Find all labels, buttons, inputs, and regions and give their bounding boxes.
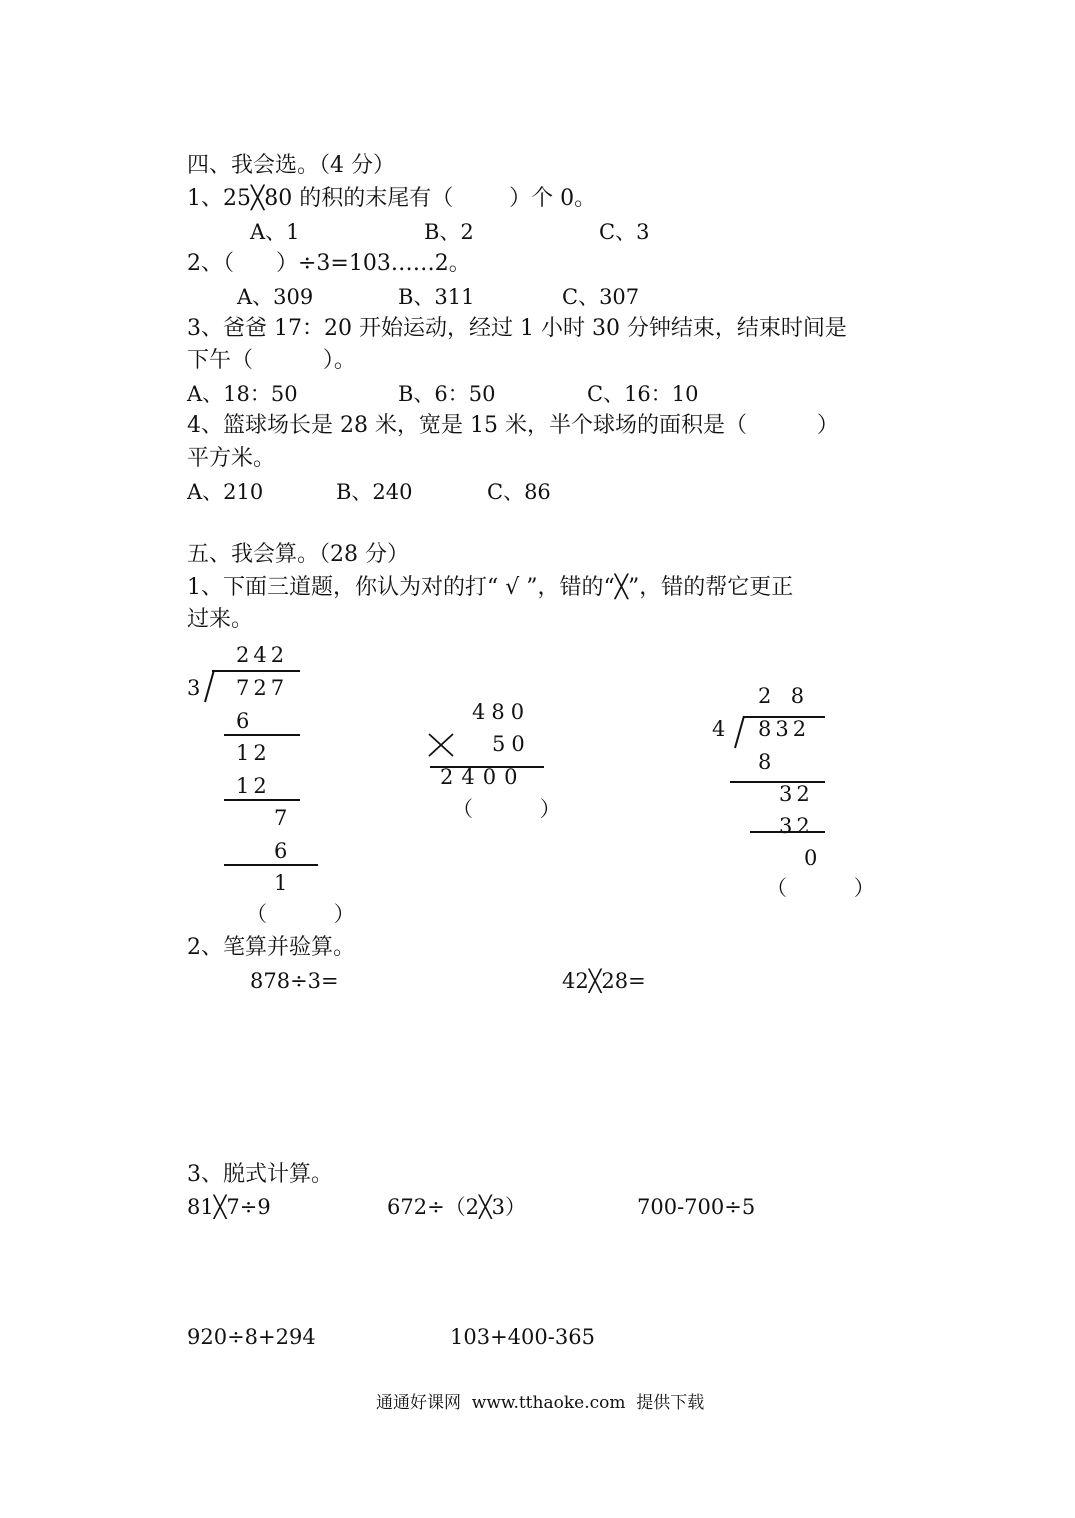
q4-text-line1: 4、篮球场长是 28 米，宽是 15 米，半个球场的面积是（ ） <box>187 413 839 438</box>
div2-line2 <box>750 831 825 833</box>
q3-option-b: B、6：50 <box>398 382 496 406</box>
q3-option-c: C、16：10 <box>587 382 699 406</box>
s5-q1-text-line2: 过来。 <box>187 607 254 632</box>
s5-q3-title: 3、脱式计算。 <box>187 1162 333 1187</box>
div1-bracket <box>203 669 217 703</box>
mul-bottom: 50 <box>492 732 531 756</box>
div1-line2 <box>224 799 300 801</box>
div2-row3: 32 <box>779 814 814 838</box>
q1-text: 1、25╳80 的积的末尾有（ ）个 0。 <box>187 186 597 211</box>
footer-note: 通通好课网 www.tthaoke.com 提供下载 <box>376 1393 705 1413</box>
div2-bracket <box>733 715 747 749</box>
s5-q3-expr-3: 700-700÷5 <box>637 1195 756 1219</box>
div1-line3 <box>224 864 318 866</box>
div1-row1: 6 <box>236 709 254 733</box>
div2-row4: 0 <box>804 846 822 870</box>
multiply-sign-icon <box>428 733 454 757</box>
q2-option-a: A、309 <box>237 285 314 309</box>
q3-text-line1: 3、爸爸 17：20 开始运动，经过 1 小时 30 分钟结束，结束时间是 <box>187 316 847 341</box>
q4-text-line2: 平方米。 <box>187 446 276 471</box>
div2-divisor: 4 <box>712 717 730 741</box>
div2-row1: 8 <box>758 750 776 774</box>
div1-dividend: 727 <box>236 676 289 700</box>
q3-option-a: A、18：50 <box>187 382 298 406</box>
div1-quotient: 242 <box>236 643 289 667</box>
s5-q3-expr-5: 103+400-365 <box>450 1325 595 1349</box>
s5-q2-expr-1: 878÷3= <box>250 969 339 993</box>
q3-text-line2: 下午（ ）。 <box>187 348 356 373</box>
div1-line1 <box>224 734 300 736</box>
mul-top: 480 <box>472 700 531 724</box>
s5-q2-title: 2、笔算并验算。 <box>187 935 355 960</box>
q2-option-c: C、307 <box>562 285 640 309</box>
q1-option-b: B、2 <box>424 220 474 244</box>
q4-option-c: C、86 <box>487 480 551 504</box>
q2-option-b: B、311 <box>398 285 475 309</box>
q1-option-a: A、1 <box>250 220 300 244</box>
s5-q2-expr-2: 42╳28= <box>562 969 646 993</box>
mul-answer-paren: （ ） <box>452 797 561 821</box>
div2-quotient: 2 8 <box>758 684 807 708</box>
div1-row3: 12 <box>236 774 271 798</box>
q4-option-a: A、210 <box>187 480 264 504</box>
div1-row5: 6 <box>274 839 292 863</box>
q4-option-b: B、240 <box>336 480 413 504</box>
s5-q1-text-line1: 1、下面三道题，你认为对的打“ √ ”，错的“╳”，错的帮它更正 <box>187 575 794 600</box>
s5-q3-expr-2: 672÷（2╳3） <box>387 1195 527 1219</box>
mul-result: 2400 <box>440 765 526 789</box>
div1-row2: 12 <box>236 741 271 765</box>
s5-q3-expr-1: 81╳7÷9 <box>187 1195 271 1219</box>
div1-row4: 7 <box>274 806 292 830</box>
div2-row2: 32 <box>779 782 814 806</box>
div2-answer-paren: （ ） <box>766 876 875 900</box>
div1-bar <box>212 670 300 672</box>
div1-answer-paren: （ ） <box>246 902 355 926</box>
div2-dividend: 832 <box>758 717 811 741</box>
div1-divisor: 3 <box>187 676 205 700</box>
section-5-heading: 五、我会算。（28 分） <box>187 542 409 567</box>
div1-row6: 1 <box>274 871 292 895</box>
section-4-heading: 四、我会选。（4 分） <box>187 153 395 178</box>
q1-option-c: C、3 <box>599 220 650 244</box>
s5-q3-expr-4: 920÷8+294 <box>187 1325 316 1349</box>
q2-text: 2、（ ）÷3=103……2。 <box>187 251 471 276</box>
